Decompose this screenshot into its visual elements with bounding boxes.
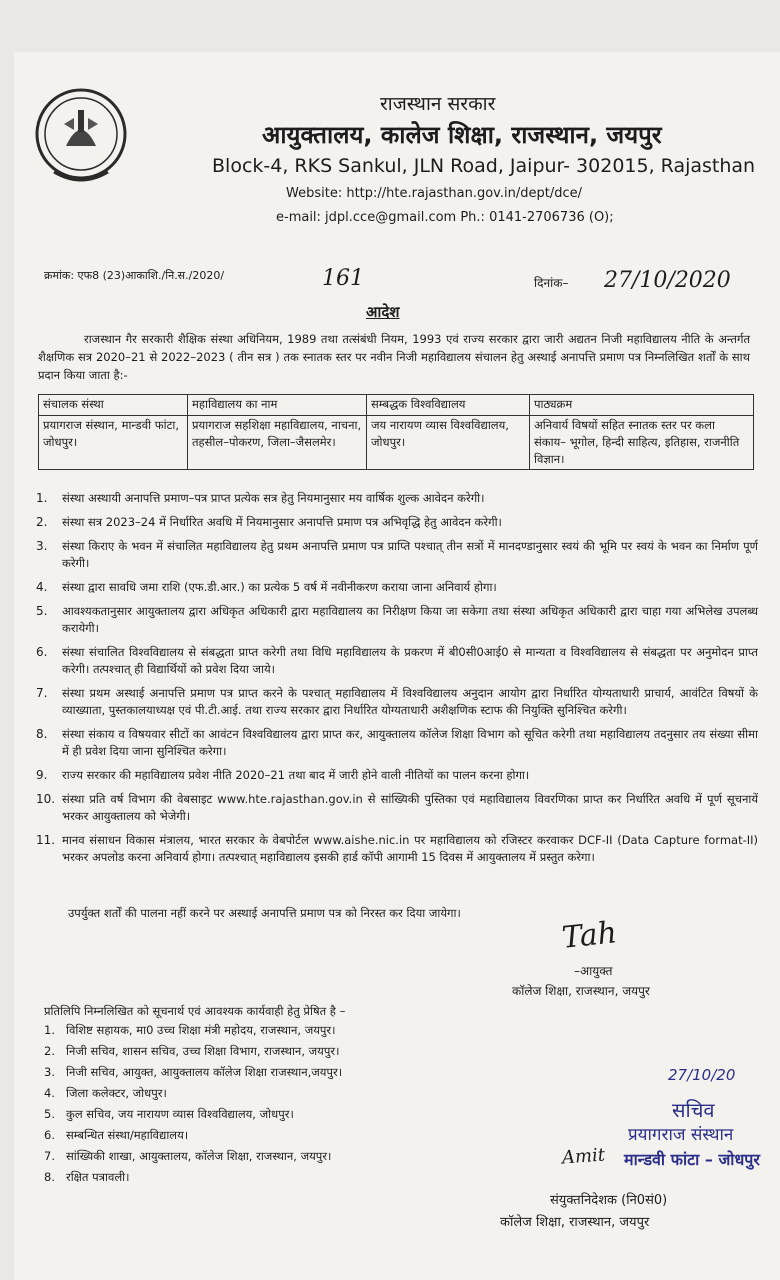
table-cell: अनिवार्य विषयों सहित स्नातक स्तर पर कला संकाय– भूगोल, हिन्दी साहित्य, इतिहास, राजनीति विज्ञान। — [530, 416, 754, 470]
condition-number: 1. — [36, 491, 48, 505]
commissioner-signature: Tah — [560, 915, 619, 956]
copy-list — [40, 1022, 560, 1190]
condition-item — [28, 514, 758, 531]
stamp-designation: सचिव — [672, 1098, 715, 1122]
government-emblem-icon — [34, 84, 128, 190]
condition-text: मानव संसाधन विकास मंत्रालय, भारत सरकार के वेबपोर्टल www.aishe.nic.in पर महाविद्यालय को रजिस्टर करवाकर DCF-II (Data Capture format-II) भरकर अपलोड करना अनिवार्य होगा। तत्पश्चात् महाविद्यालय इसकी हार्ड कॉपी आगामी 15 दिवस में आयुक्तालय में प्रस्तुत करेगा। — [62, 833, 758, 864]
stamp-location: मान्डवी फांटा – जोधपुर — [624, 1150, 760, 1169]
condition-text: संस्था अस्थायी अनापत्ति प्रमाण–पत्र प्राप्त प्रत्येक सत्र हेतु नियमानुसार मय वार्षिक शुल्क आवेदन करेगी। — [62, 491, 485, 505]
list-item — [40, 1127, 560, 1143]
condition-item — [28, 538, 758, 572]
condition-item — [28, 685, 758, 719]
condition-number: 4. — [36, 580, 48, 594]
table-header: महाविद्यालय का नाम — [188, 395, 367, 416]
order-title: आदेश — [366, 303, 400, 321]
table-cell: प्रयागराज सहशिक्षा महाविद्यालय, नाचना, तहसील–पोकरण, जिला–जैसलमेर। — [188, 416, 367, 470]
commissioner-designation: –आयुक्त — [574, 964, 613, 978]
list-item — [40, 1106, 560, 1122]
table-header: संचालक संस्था — [39, 395, 188, 416]
condition-text: आवश्यकतानुसार आयुक्तालय द्वारा अधिकृत अधिकारी द्वारा महाविद्यालय का निरीक्षण किया जा सकेगा तथा संस्था अधिकृत अधिकारी द्वारा चाहा गया अभिलेख उपलब्ध करायेगी। — [62, 604, 758, 635]
condition-item — [28, 767, 758, 784]
condition-number: 2. — [36, 515, 48, 529]
condition-item — [28, 832, 758, 866]
copy-text: सांख्यिकी शाखा, आयुक्तालय, कॉलेज शिक्षा, राजस्थान, जयपुर। — [66, 1149, 332, 1163]
copy-text: कुल सचिव, जय नारायण व्यास विश्वविद्यालय, जोधपुर। — [66, 1107, 294, 1121]
condition-text: संस्था प्रति वर्ष विभाग की वेबसाइट www.hte.rajasthan.gov.in से सांख्यिकी पुस्तिका एवं महाविद्यालय विवरणिका प्राप्त कर निर्धारित अवधि में पूर्ण सूचनायें भरकर आयुक्तालय को भेजेगी। — [62, 792, 758, 823]
office-name: आयुक्तालय, कालेज शिक्षा, राजस्थान, जयपुर — [262, 121, 662, 149]
closing-statement: उपर्युक्त शर्तों की पालना नहीं करने पर अस्थाई अनापत्ति प्रमाण पत्र को निरस्त कर दिया जायेगा। — [68, 906, 461, 920]
list-item — [40, 1148, 560, 1164]
copy-number: 6. — [44, 1128, 55, 1142]
condition-text: संस्था प्रथम अस्थाई अनापत्ति प्रमाण पत्र प्राप्त करने के पश्चात् महाविद्यालय में विश्वविद्यालय अनुदान आयोग द्वारा निर्धारित योग्यताधारी प्राचार्य, आवंटित विषयों के व्याख्याता, पुस्तकालयाध्यक्ष एवं पी.टी.आई. तथा राज्य सरकार द्वारा निर्धारित योग्यताधारी अशैक्षणिक स्टाफ की नियुक्ति सुनिश्चित करेगी। — [62, 686, 758, 717]
copy-number: 2. — [44, 1044, 55, 1058]
copy-text: रक्षित पत्रावली। — [66, 1170, 130, 1184]
condition-item — [28, 579, 758, 596]
condition-item — [28, 791, 758, 825]
list-item — [40, 1169, 560, 1185]
condition-text: संस्था किराए के भवन में संचालित महाविद्यालय हेतु प्रथम अनापत्ति प्रमाण पत्र प्राप्ति पश्चात् तीन सत्रों में मानदण्डानुसार स्वयं की भूमि पर स्वयं के भवन का निर्माण पूर्ण करेगी। — [62, 539, 758, 570]
condition-item — [28, 603, 758, 637]
government-name: राजस्थान सरकार — [380, 93, 496, 115]
copy-text: विशिष्ट सहायक, मा0 उच्च शिक्षा मंत्री महोदय, राजस्थान, जयपुर। — [66, 1023, 336, 1037]
intro-paragraph: राजस्थान गैर सरकारी शैक्षिक संस्था अधिनियम, 1989 तथा तत्संबंधी नियम, 1993 एवं राज्य सरकार द्वारा जारी अद्यतन निजी महाविद्यालय नीति के अन्तर्गत शैक्षणिक सत्र 2020–21 से 2022–2023 ( तीन सत्र ) तक स्नातक स्तर पर नवीन निजी महाविद्यालय संचालन हेतु अस्थाई अनापत्ति प्रमाण पत्र निम्नलिखित शर्तों के साथ प्रदान किया जाता है:- — [38, 332, 750, 382]
condition-text: संस्था द्वारा सावधि जमा राशि (एफ.डी.आर.) का प्रत्येक 5 वर्ष में नवीनीकरण कराया जाना अनिवार्य होगा। — [62, 580, 497, 594]
copy-text: निजी सचिव, शासन सचिव, उच्च शिक्षा विभाग, राजस्थान, जयपुर। — [66, 1044, 340, 1058]
table-header: सम्बद्धक विश्वविद्यालय — [367, 395, 530, 416]
copy-number: 5. — [44, 1107, 55, 1121]
joint-director-signature: Amit — [561, 1144, 606, 1169]
commissioner-department: कॉलेज शिक्षा, राजस्थान, जयपुर — [512, 984, 650, 998]
list-item — [40, 1022, 560, 1038]
joint-director-department: कॉलेज शिक्षा, राजस्थान, जयपुर — [500, 1215, 650, 1230]
copy-number: 7. — [44, 1149, 55, 1163]
condition-item — [28, 644, 758, 678]
condition-number: 9. — [36, 768, 48, 782]
condition-text: संस्था संचालित विश्वविद्यालय से संबद्धता प्राप्त करेगी तथा विधि महाविद्यालय के प्रकरण में बी0सी0आई0 से मान्यता व विश्वविद्यालय से संबद्धता पर अनुमोदन प्राप्त करेगी। तत्पश्चात् ही विद्यार्थियों को प्रवेश दिया जाये। — [62, 645, 758, 676]
table-row — [39, 416, 754, 470]
table-cell: जय नारायण व्यास विश्वविद्यालय, जोधपुर। — [367, 416, 530, 470]
condition-number: 5. — [36, 604, 48, 618]
condition-text: संस्था सत्र 2023–24 में निर्धारित अवधि में नियमानुसार अनापत्ति प्रमाण पत्र अभिवृद्धि हेतु आवेदन करेगी। — [62, 515, 502, 529]
contact-line: e-mail: jdpl.cce@gmail.com Ph.: 0141-2706736 (O); — [276, 210, 614, 225]
table-cell: प्रयागराज संस्थान, मान्डवी फांटा, जोधपुर। — [39, 416, 188, 470]
institution-stamp — [616, 1066, 780, 1176]
copy-heading: प्रतिलिपि निम्नलिखित को सूचनार्थ एवं आवश्यक कार्यवाही हेतु प्रेषित है – — [44, 1004, 346, 1018]
copy-number: 1. — [44, 1023, 55, 1037]
copy-number: 4. — [44, 1086, 55, 1100]
condition-number: 6. — [36, 645, 48, 659]
condition-number: 10. — [36, 792, 56, 806]
condition-item — [28, 726, 758, 760]
condition-number: 3. — [36, 539, 48, 553]
copy-number: 8. — [44, 1170, 55, 1184]
list-item — [40, 1043, 560, 1059]
stamp-institution: प्रयागराज संस्थान — [628, 1125, 734, 1145]
dispatch-number: 161 — [322, 266, 364, 291]
condition-item — [28, 490, 758, 507]
date-label: दिनांक– — [534, 276, 569, 290]
details-table — [38, 394, 754, 470]
table-header: पाठ्यक्रम — [530, 395, 754, 416]
date-value: 27/10/2020 — [604, 268, 731, 293]
condition-text: संस्था संकाय व विषयवार सीटों का आवंटन विश्वविद्यालय द्वारा प्राप्त कर, आयुक्तालय कॉलेज शिक्षा विभाग को सूचित करेगी तथा महाविद्यालय तदनुसार तय संख्या सीमा में ही प्रवेश दिया जाना सुनिश्चित करेगा। — [62, 727, 758, 758]
conditions-list — [28, 490, 758, 873]
copy-text: जिला कलेक्टर, जोधपुर। — [66, 1086, 167, 1100]
office-address: Block-4, RKS Sankul, JLN Road, Jaipur- 302015, Rajasthan — [212, 155, 756, 177]
copy-text: निजी सचिव, आयुक्त, आयुक्तालय कॉलेज शिक्षा राजस्थान,जयपुर। — [66, 1065, 343, 1079]
list-item — [40, 1064, 560, 1080]
copy-number: 3. — [44, 1065, 55, 1079]
file-number: क्रमांक: एफ8 (23)आकाशि./नि.स./2020/ — [44, 269, 225, 282]
condition-text: राज्य सरकार की महाविद्यालय प्रवेश नीति 2020–21 तथा बाद में जारी होने वाली नीतियों का पालन करना होगा। — [62, 768, 530, 782]
copy-text: सम्बन्धित संस्था/महाविद्यालय। — [66, 1128, 189, 1142]
condition-number: 11. — [36, 833, 56, 847]
condition-number: 7. — [36, 686, 48, 700]
table-header-row — [39, 395, 754, 416]
website-line: Website: http://hte.rajasthan.gov.in/dept/dce/ — [286, 186, 582, 201]
stamp-date: 27/10/20 — [668, 1066, 736, 1084]
joint-director-designation: संयुक्तनिदेशक (नि0सं0) — [550, 1193, 668, 1208]
condition-number: 8. — [36, 727, 48, 741]
list-item — [40, 1085, 560, 1101]
